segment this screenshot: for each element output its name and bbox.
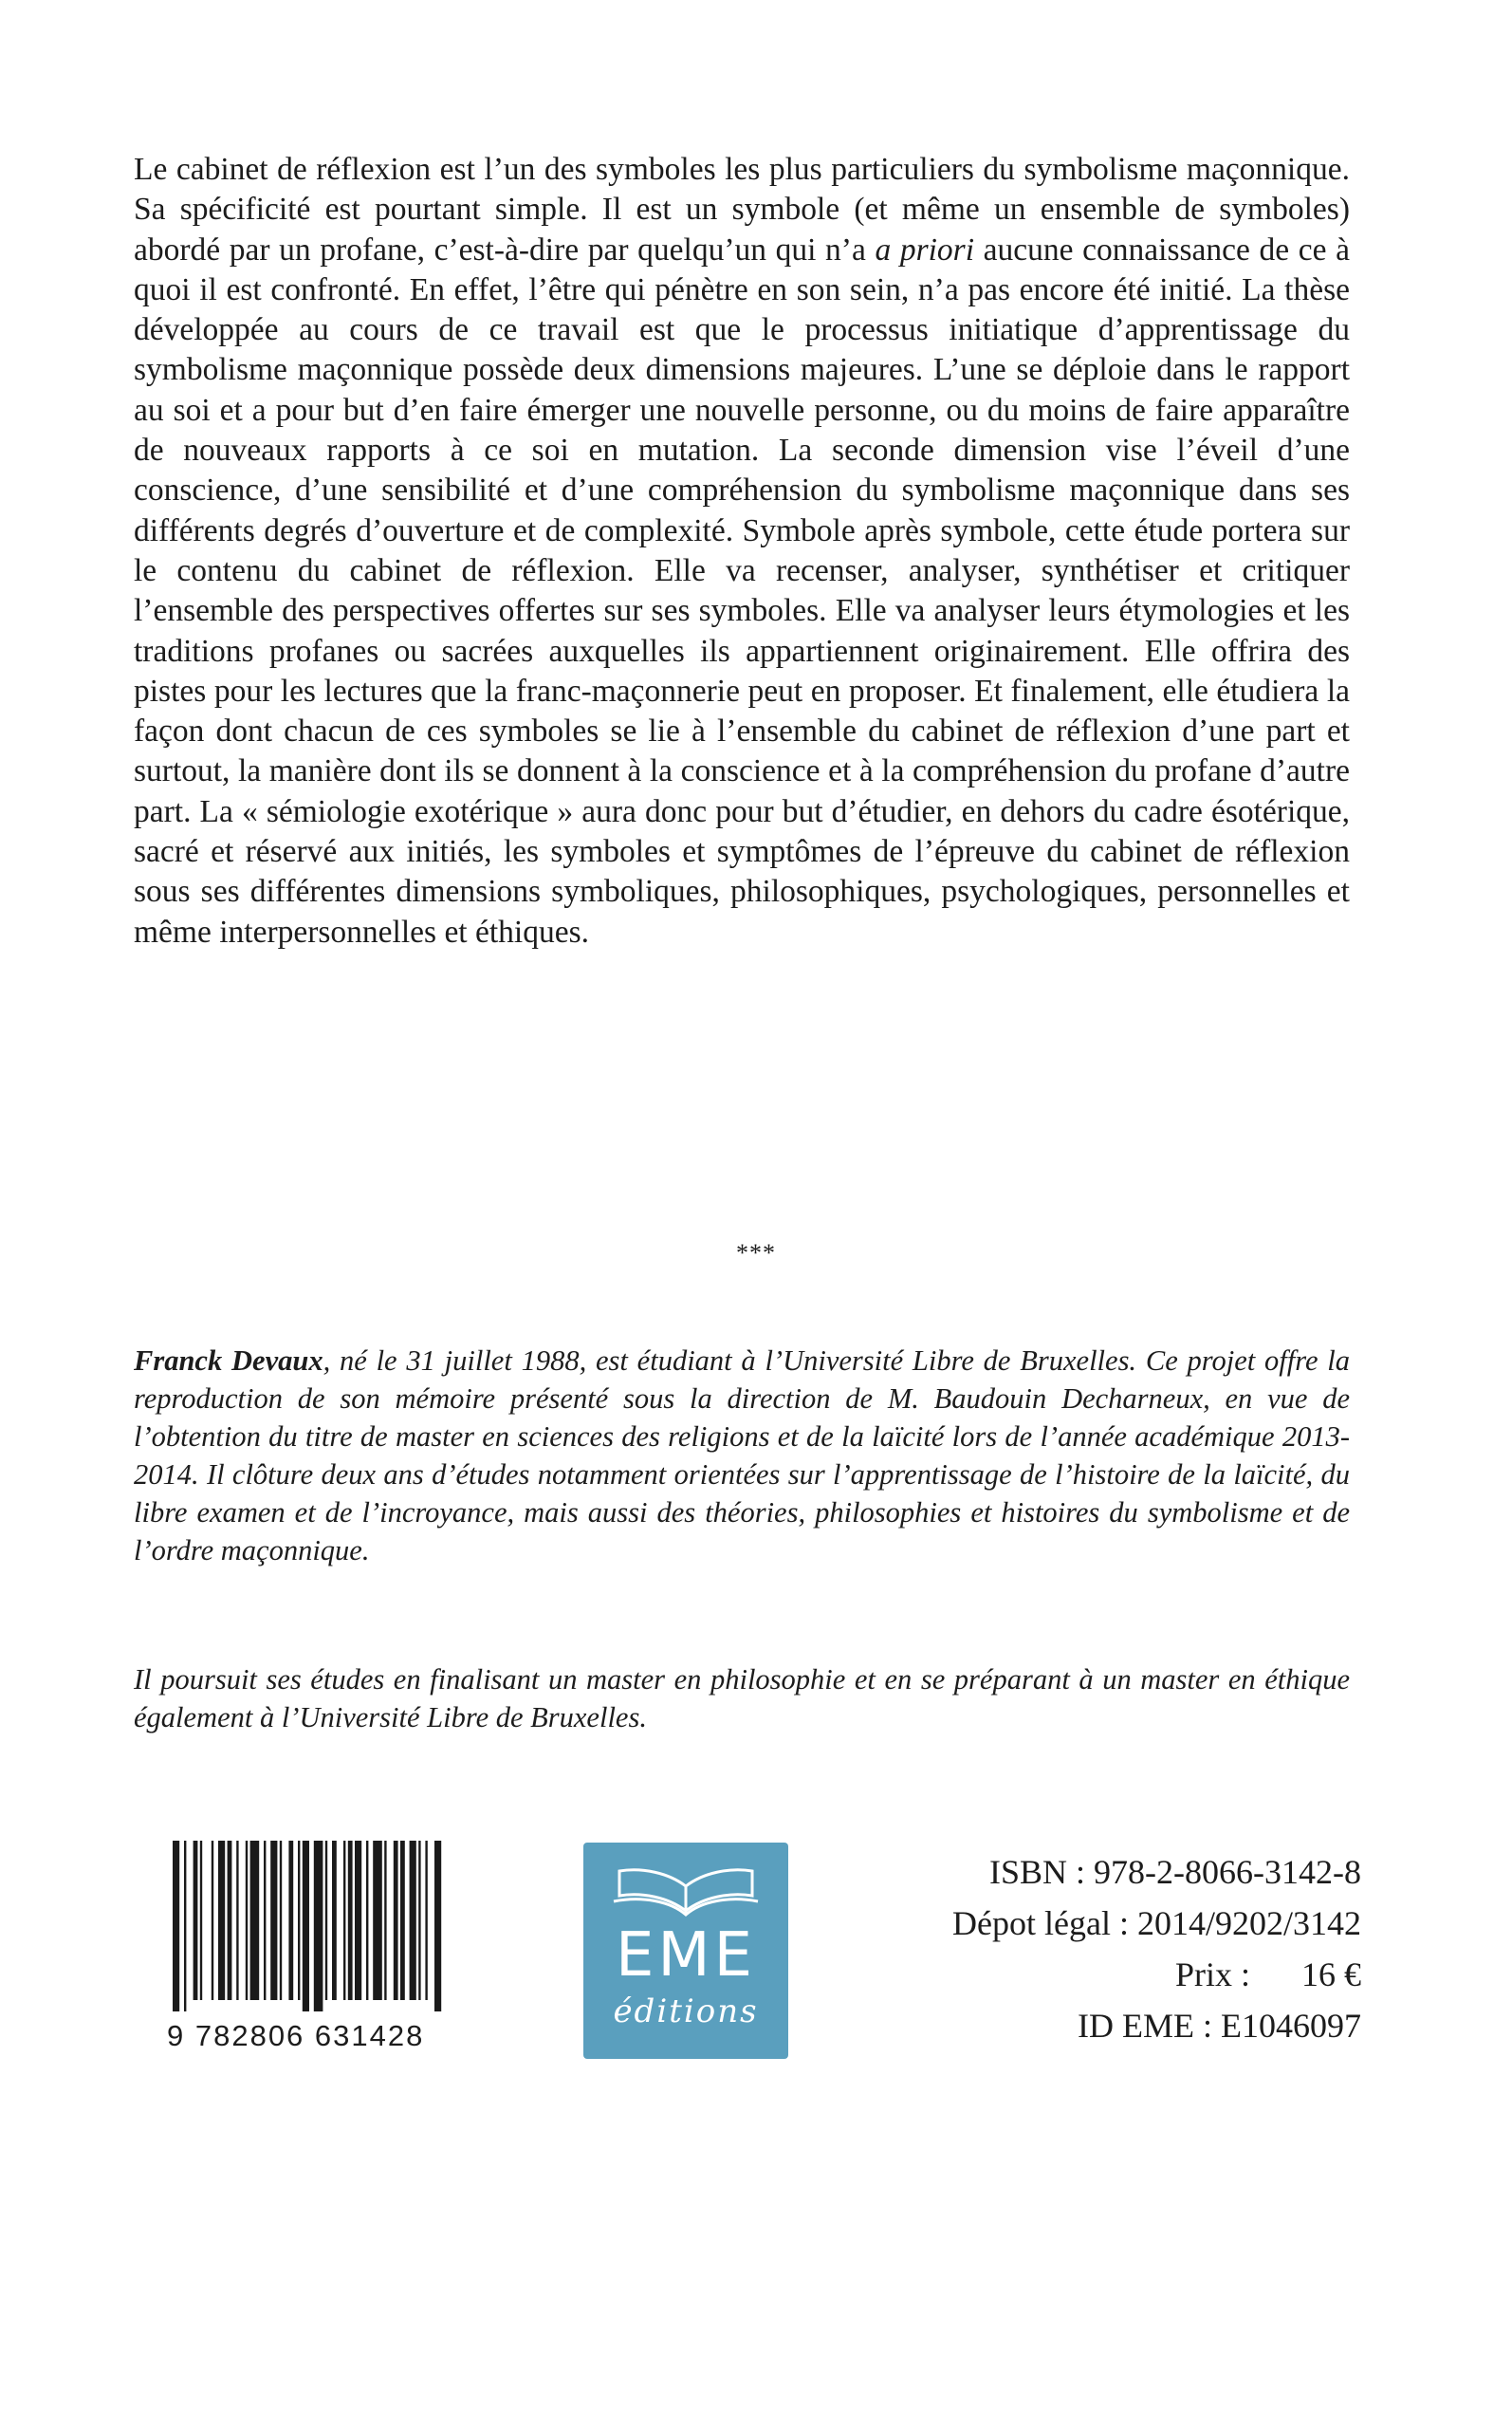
barcode-bar [425, 1841, 427, 2000]
barcode-bar [348, 1841, 353, 2000]
publisher-name: EME [615, 1920, 757, 1991]
barcode-bar [236, 1841, 238, 2000]
barcode-bar [212, 1841, 213, 2000]
barcode-bar [303, 1841, 309, 2011]
barcode-bar [250, 1841, 260, 2000]
barcode-bar [355, 1841, 361, 2000]
barcode-bar [200, 1841, 202, 2000]
barcode-bar [194, 1841, 198, 2000]
barcode-bar [218, 1841, 225, 2000]
barcode-bar [400, 1841, 405, 2000]
eme-id-line: ID EME : E1046097 [1078, 2007, 1361, 2045]
open-book-icon [583, 1854, 788, 1920]
barcode-bar [418, 1841, 420, 2000]
barcode-bar [184, 1841, 186, 2011]
section-separator: *** [736, 1239, 776, 1267]
barcode-bar [270, 1841, 277, 2000]
summary-part-1: Le cabinet de réflexion est l’un des symboles les plus particuliers du symbolisme maçonnique. Sa spécificité est pourtant simple. Il est un symbole (et même un ensemble de symboles) abordé par un profane, c’est-à-dire par quelqu’un qui n’a [134, 152, 1350, 268]
isbn-line: ISBN : 978-2-8066-3142-8 [989, 1853, 1361, 1891]
barcode-bar [394, 1841, 398, 2000]
isbn-barcode [167, 1841, 508, 2011]
barcode-bar [332, 1841, 337, 2000]
publisher-logo [583, 1843, 788, 2059]
author-bio-text: , né le 31 juillet 1988, est étudiant à l’Université Libre de Bruxelles. Ce projet offre la reproduction de son mémoire présenté sous la direction de M. Baudouin Decharneux, en vue de l’obtention du titre de master en sciences des religions et de la laïcité lors de l’année académique 2013-2014. Il clôture deux ans d’études notamment orientées sur l’apprentissage de l’histoire de la laïcité, du libre examen et de l’incroyance, mais aussi des théories, philosophies et histoires du symbolisme et de l’ordre maçonnique. [134, 1344, 1351, 1566]
barcode-bar [325, 1841, 327, 2000]
barcode-bar [343, 1841, 345, 2000]
barcode-bar [434, 1841, 441, 2011]
summary-italic: a priori [875, 232, 975, 268]
summary-part-2: aucune connaissance de ce à quoi il est confronté. En effet, l’être qui pénètre en son sein, n’a pas encore été initié. La thèse développée au cours de ce travail est que le processus initiatique d’apprentissage du symbolisme maçonnique possède deux dimensions majeures. L’une se déploie dans le rapport au soi et a pour but d’en faire émerger une nouvelle personne, ou du moins de faire apparaître de nouveaux rapports à ce soi en mutation. La seconde dimension vise l’éveil d’une conscience, d’une sensibilité et d’une compréhension du symbolisme maçonnique dans ses différents degrés d’ouverture et de complexité. Symbole après symbole, cette étude portera sur le contenu du cabinet de réflexion. Elle va recenser, analyser, synthétiser et critiquer l’ensemble des perspectives offertes sur ses symboles. Elle va analyser leurs étymologies et les traditions profanes ou sacrées auxquelles ils appartiennent originairement. Elle offrira des pistes pour les lectures que la franc-maçonnerie peut en proposer. Et finalement, elle étudiera la façon dont chacun de ces symboles se lie à l’ensemble du cabinet de réflexion d’une part et surtout, la manière dont ils se donnent à la conscience et à la compréhension du profane d’autre part. La « sémiologie exotérique » aura donc pour but d’étudier, en dehors du cadre ésotérique, sacré et réservé aux initiés, les symboles et symptômes de l’épreuve du cabinet de réflexion sous ses différentes dimensions symboliques, philosophiques, psychologiques, personnelles et même interpersonnelles et éthiques. [134, 232, 1350, 950]
barcode-bar [298, 1841, 300, 2000]
legal-deposit-line: Dépot légal : 2014/9202/3142 [952, 1904, 1361, 1942]
publication-info [868, 1846, 1361, 2051]
author-bio [134, 1342, 1350, 1569]
barcode-bar [288, 1841, 293, 2000]
publisher-subtitle: éditions [613, 1992, 759, 2030]
barcode-bar [384, 1841, 386, 2000]
barcode-bar [264, 1841, 266, 2000]
barcode-bar [314, 1841, 323, 2011]
barcode-bar [173, 1841, 179, 2011]
barcode-digits: 9 782806 631428 [167, 2019, 425, 2052]
barcode-bar [366, 1841, 368, 2000]
barcode-bar [410, 1841, 416, 2000]
author-name: Franck Devaux [134, 1344, 323, 1377]
barcode-bar [373, 1841, 382, 2000]
author-bio-continued: Il poursuit ses études en finalisant un master en philosophie et en se préparant à un master en éthique également à l’Université Libre de Bruxelles. [134, 1663, 1350, 1733]
price-line: Prix : 16 € [1174, 1955, 1361, 1993]
barcode-bar [246, 1841, 248, 2000]
summary-text [134, 150, 1350, 953]
barcode-bar [280, 1841, 282, 2000]
barcode-bar [228, 1841, 232, 2000]
